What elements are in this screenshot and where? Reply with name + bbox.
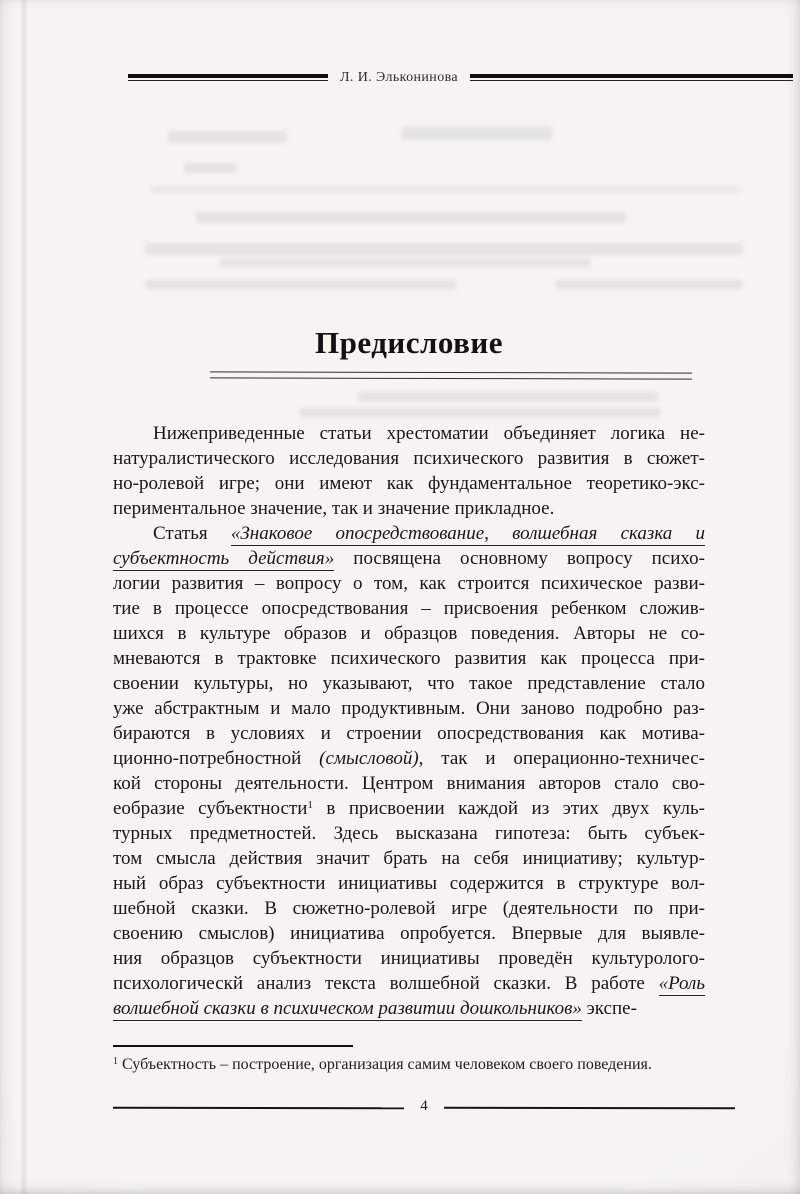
text-segment: ный образ субъектности инициативы содержится в структуре вол-	[113, 873, 705, 894]
footnote-text: Субъектность – построение, организация самим человеком своего поведения.	[118, 1056, 652, 1073]
footer-rule-right	[444, 1106, 735, 1109]
text-line	[113, 696, 705, 721]
text-line	[113, 671, 705, 696]
author-name: Л. И. Эльконинова	[340, 70, 459, 85]
text-segment: том смысла действия значит брать на себя инициативу; культур-	[113, 848, 705, 869]
text-line	[113, 571, 705, 596]
text-line	[113, 771, 705, 796]
bleed-through	[184, 163, 236, 173]
text-line	[113, 746, 705, 771]
bleed-through	[358, 392, 658, 401]
text-segment: «Роль	[658, 973, 705, 994]
text-segment: натуралистического исследования психического развития в сюжет-	[113, 448, 705, 469]
text-line	[113, 821, 705, 846]
text-line	[113, 546, 705, 571]
bleed-through	[168, 131, 286, 143]
text-segment: шебной сказки. В сюжетно-ролевой игре (деятельности по при-	[113, 898, 705, 919]
text-segment: волшебной сказки в психическом развитии дошкольников»	[113, 998, 582, 1019]
text-segment: Статья	[153, 523, 231, 544]
footnote-separator	[113, 1045, 353, 1047]
text-line	[113, 421, 705, 446]
text-line	[113, 471, 705, 496]
bleed-through	[150, 187, 740, 192]
text-line	[113, 946, 705, 971]
footnote-marker: 1	[113, 1056, 118, 1067]
text-segment: своении культуры, но указывают, что такое представление стало	[113, 673, 705, 694]
text-line	[113, 896, 705, 921]
body-text	[113, 421, 705, 1021]
text-segment: еобразие субъектности	[113, 798, 308, 819]
text-line	[113, 971, 705, 996]
footer-rule-left	[113, 1106, 404, 1109]
text-segment: Нижеприведенные статьи хрестоматии объединяет логика не-	[153, 423, 705, 444]
text-line	[113, 521, 705, 546]
text-segment: «Знаковое опосредствование, волшебная сказка и	[230, 523, 705, 544]
bleed-through	[146, 280, 456, 289]
header-rule-left	[128, 74, 328, 82]
text-line	[113, 871, 705, 896]
text-segment: ционно-потребностной	[113, 748, 320, 769]
text-segment: шихся в культуре образов и образцов поведения. Авторы не со-	[113, 623, 705, 644]
page-number: 4	[420, 1098, 428, 1114]
text-line	[113, 921, 705, 946]
bleed-through	[402, 127, 552, 140]
bleed-through	[556, 280, 742, 289]
text-line	[113, 796, 705, 821]
text-segment: 1	[307, 799, 313, 811]
text-segment: в присвоении каждой из этих двух куль-	[312, 798, 705, 819]
text-segment: так и операционно-техничес-	[423, 748, 705, 769]
text-segment: периментальное значение, так и значение прикладное.	[113, 498, 555, 519]
footnote	[113, 1056, 719, 1074]
text-segment: своению смыслов) инициатива опробуется. Впервые для выявле-	[113, 923, 705, 944]
text-segment: ния образцов субъектности инициативы проведён культуролого-	[113, 948, 705, 969]
text-segment: турных предметностей. Здесь высказана гипотеза: быть субъек-	[113, 823, 705, 844]
text-line	[113, 496, 705, 521]
text-segment: экспе-	[581, 998, 637, 1019]
chapter-title: Предисловие	[315, 325, 503, 360]
text-segment: (смысловой),	[319, 748, 424, 769]
page-footer	[113, 1098, 735, 1117]
title-rule	[210, 371, 692, 379]
text-segment: тие в процессе опосредствования – присвоения ребенком сложив-	[113, 598, 705, 619]
text-segment: кой стороны деятельности. Центром внимания авторов стало сво-	[113, 773, 705, 794]
bleed-through	[146, 243, 742, 255]
text-line	[113, 596, 705, 621]
running-header	[128, 70, 793, 86]
text-line	[113, 621, 705, 646]
text-segment: субъектность действия»	[113, 548, 335, 569]
text-segment: логии развития – вопросу о том, как строится психическое разви-	[113, 573, 705, 594]
text-line	[113, 846, 705, 871]
text-segment: бираются в условиях и строении опосредствования как мотива-	[113, 723, 705, 744]
text-line	[113, 996, 705, 1021]
bleed-through	[220, 258, 590, 267]
text-segment: уже абстрактным и мало продуктивным. Они заново подробно раз-	[113, 698, 705, 719]
text-segment: посвящена основному вопросу психо-	[334, 548, 705, 569]
page-crease	[20, 0, 28, 1194]
text-segment: но-ролевой игре; они имеют как фундаментальное теоретико-экс-	[113, 473, 705, 494]
text-segment: мневаются в трактовке психического развития как процесса при-	[113, 648, 705, 669]
text-line	[113, 446, 705, 471]
text-line	[113, 646, 705, 671]
header-rule-right	[470, 74, 793, 82]
text-line	[113, 721, 705, 746]
bleed-through	[300, 408, 660, 417]
bleed-through	[196, 212, 626, 223]
text-segment: психологическй анализ текста волшебной сказки. В работе	[113, 973, 659, 994]
